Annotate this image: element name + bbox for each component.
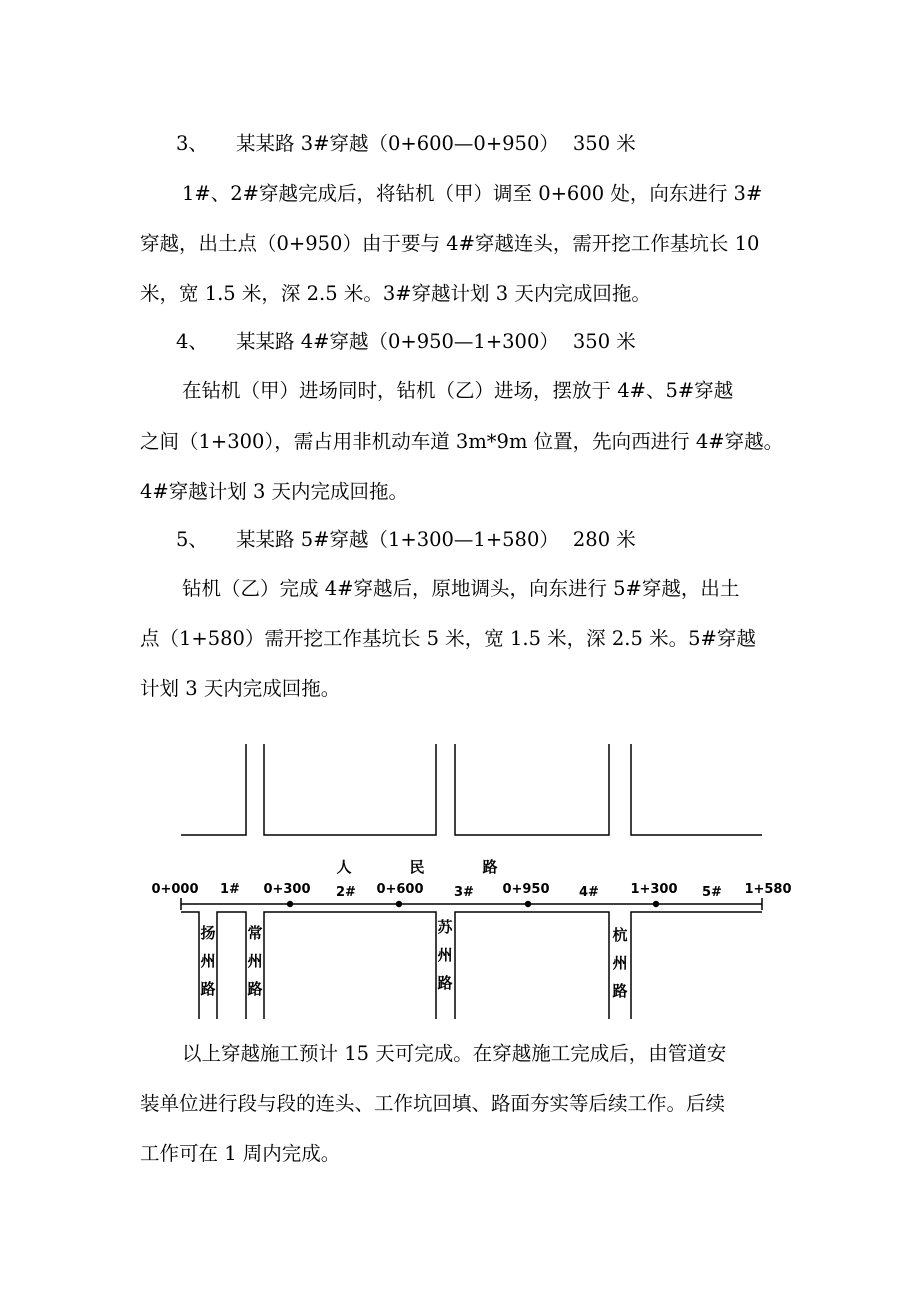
hangzhou-road-char-1: 杭 bbox=[612, 926, 628, 944]
north-block-3 bbox=[455, 744, 609, 835]
section-3-body-line-2: 穿越，出土点（0+950）由于要与 4#穿越连头，需开挖工作基坑长 10 bbox=[140, 232, 760, 255]
station-label-0+000: 0+000 bbox=[151, 882, 199, 897]
south-edge-4 bbox=[455, 912, 609, 1019]
crossing-label-2: 2# bbox=[336, 885, 356, 900]
summary-line-3: 工作可在 1 周内完成。 bbox=[140, 1142, 341, 1165]
suzhou-road-char-1: 苏 bbox=[437, 918, 453, 936]
station-dot-1+300 bbox=[653, 901, 659, 907]
station-label-0+600: 0+600 bbox=[376, 882, 424, 897]
section-5-title: 某某路 5#穿越（1+300—1+580） bbox=[236, 528, 559, 551]
station-label-1+300: 1+300 bbox=[630, 882, 678, 897]
hangzhou-road-char-2: 州 bbox=[612, 954, 628, 972]
main-road-char-1: 人 bbox=[336, 858, 352, 876]
yangzhou-road-char-1: 扬 bbox=[200, 924, 216, 942]
station-dot-0+950 bbox=[525, 901, 531, 907]
station-label-0+950: 0+950 bbox=[502, 882, 550, 897]
suzhou-road-char-3: 路 bbox=[437, 974, 453, 992]
changzhou-road-char-3: 路 bbox=[247, 980, 263, 998]
section-5-body-line-2: 点（1+580）需开挖工作基坑长 5 米，宽 1.5 米，深 2.5 米。5#穿越 bbox=[140, 627, 756, 650]
section-3-body-line-3: 米，宽 1.5 米，深 2.5 米。3#穿越计划 3 天内完成回拖。 bbox=[140, 282, 651, 305]
section-3-length: 350 米 bbox=[572, 132, 636, 155]
section-5-body-line-3: 计划 3 天内完成回拖。 bbox=[140, 677, 341, 700]
crossing-label-5: 5# bbox=[702, 885, 722, 900]
changzhou-road-char-2: 州 bbox=[247, 952, 263, 970]
section-4-length: 350 米 bbox=[572, 330, 636, 353]
section-3-body-line-1: 1#、2#穿越完成后，将钻机（甲）调至 0+600 处，向东进行 3# bbox=[182, 182, 763, 205]
section-4-body-line-3: 4#穿越计划 3 天内完成回拖。 bbox=[140, 480, 409, 503]
main-road-char-2: 民 bbox=[409, 858, 425, 876]
crossing-label-1: 1# bbox=[220, 882, 240, 897]
station-label-1+580: 1+580 bbox=[744, 882, 792, 897]
station-dot-0+600 bbox=[396, 901, 402, 907]
section-3-title: 某某路 3#穿越（0+600—0+950） bbox=[236, 132, 559, 155]
station-dot-0+300 bbox=[287, 901, 293, 907]
section-4-body-line-1: 在钻机（甲）进场同时，钻机（乙）进场，摆放于 4#、5#穿越 bbox=[182, 379, 734, 402]
section-5-number: 5、 bbox=[176, 528, 208, 551]
station-label-0+300: 0+300 bbox=[263, 882, 311, 897]
changzhou-road-char-1: 常 bbox=[247, 924, 263, 942]
north-block-4 bbox=[631, 744, 762, 835]
south-edge-2 bbox=[217, 912, 246, 1019]
south-edge-1 bbox=[181, 912, 199, 1019]
north-block-2 bbox=[264, 744, 436, 835]
hangzhou-road-char-3: 路 bbox=[612, 982, 628, 1000]
crossing-label-4: 4# bbox=[579, 885, 599, 900]
section-4-title: 某某路 4#穿越（0+950—1+300） bbox=[236, 330, 559, 353]
yangzhou-road-char-2: 州 bbox=[200, 952, 216, 970]
summary-line-2: 装单位进行段与段的连头、工作坑回填、路面夯实等后续工作。后续 bbox=[140, 1092, 726, 1115]
south-edge-5 bbox=[631, 912, 762, 1019]
north-block-1 bbox=[181, 744, 246, 835]
south-edge-3 bbox=[264, 912, 436, 1019]
section-5-body-line-1: 钻机（乙）完成 4#穿越后，原地调头，向东进行 5#穿越，出土 bbox=[182, 577, 740, 600]
crossing-label-3: 3# bbox=[454, 885, 474, 900]
section-4-number: 4、 bbox=[176, 330, 208, 353]
main-road-char-3: 路 bbox=[482, 858, 498, 876]
yangzhou-road-char-3: 路 bbox=[200, 980, 216, 998]
summary-line-1: 以上穿越施工预计 15 天可完成。在穿越施工完成后，由管道安 bbox=[182, 1042, 727, 1065]
section-4-body-line-2: 之间（1+300），需占用非机动车道 3m*9m 位置，先向西进行 4#穿越。 bbox=[140, 430, 784, 453]
section-5-length: 280 米 bbox=[572, 528, 636, 551]
suzhou-road-char-2: 州 bbox=[437, 946, 453, 964]
section-3-number: 3、 bbox=[176, 132, 208, 155]
